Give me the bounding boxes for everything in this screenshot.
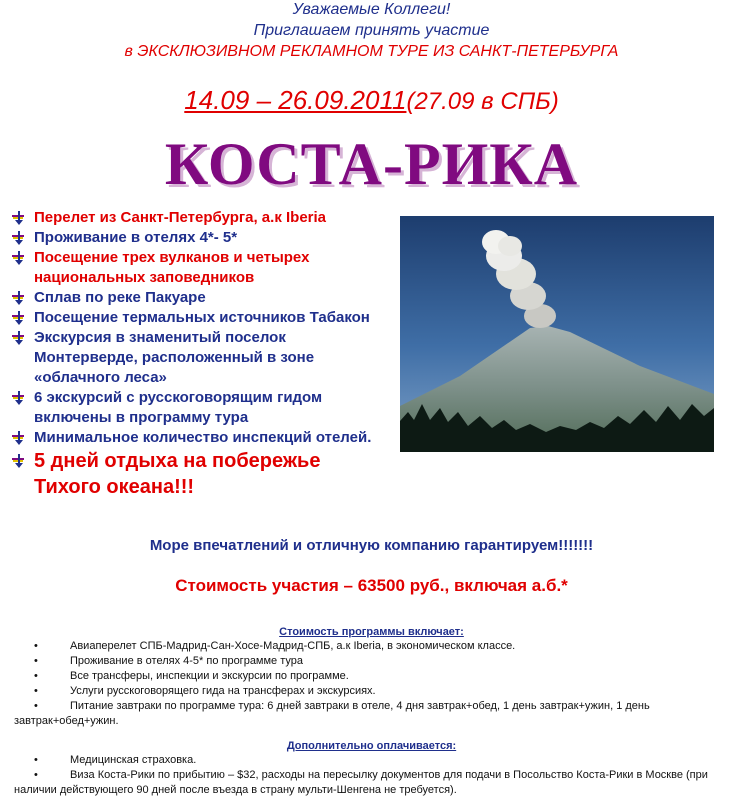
list-item: • Авиаперелет СПБ-Мадрид-Сан-Хосе-Мадрид-СПБ, а.к Iberia, в экономическом классе. xyxy=(14,639,738,654)
volcano-photo xyxy=(400,216,714,452)
list-item: • Виза Коста-Рики по прибытию – $32, расходы на пересылку документов для подачи в Посольство Коста-Рики в Москве (при наличии действующего 90 дней после въезда в страну мульти-Шенгена не требуется). xyxy=(14,768,738,798)
greeting-line: Уважаемые Коллеги! xyxy=(292,1,451,18)
feature-item: 6 экскурсий с русскоговорящим гидом включены в программу тура xyxy=(12,388,392,428)
feature-list xyxy=(12,208,392,500)
dates-range: 14.09 – 26.09.2011 xyxy=(184,85,407,115)
included-heading: Стоимость программы включает: xyxy=(279,626,464,638)
list-item: • Питание завтраки по программе тура: 6 дней завтраки в отеле, 4 дня завтрак+обед, 1 день завтрак+ужин, 1 день завтрак+обед+ужин. xyxy=(14,699,738,729)
dates-note: (27.09 в СПБ) xyxy=(406,88,559,115)
pin-down-arrow-icon xyxy=(12,291,26,305)
feature-item: Проживание в отелях 4*- 5* xyxy=(12,228,392,248)
feature-item: Минимальное количество инспекций отелей. xyxy=(12,428,392,448)
feature-item: Сплав по реке Пакуаре xyxy=(12,288,392,308)
slogan: Море впечатлений и отличную компанию гарантируем!!!!!!! xyxy=(149,537,594,554)
feature-item: Экскурсия в знаменитый поселок Монтерверде, расположенный в зоне «облачного леса» xyxy=(12,328,392,388)
feature-item: Перелет из Санкт-Петербурга, а.к Iberia xyxy=(12,208,392,228)
pin-down-arrow-icon xyxy=(12,311,26,325)
pin-down-arrow-icon xyxy=(12,331,26,345)
price-line: Стоимость участия – 63500 руб., включая а.б.* xyxy=(175,576,568,595)
tour-dates xyxy=(0,84,743,118)
tour-line: в ЭКСКЛЮЗИВНОМ РЕКЛАМНОМ ТУРЕ ИЗ САНКТ-ПЕТЕРБУРГА xyxy=(124,43,619,60)
pin-down-arrow-icon xyxy=(12,231,26,245)
feature-item: Посещение трех вулканов и четырех национальных заповедников xyxy=(12,248,392,288)
invite-line: Приглашаем принять участие xyxy=(253,22,490,39)
list-item: • Все трансферы, инспекции и экскурсии по программе. xyxy=(14,669,738,684)
pin-down-arrow-icon xyxy=(12,211,26,225)
list-item: • Услуги русскоговорящего гида на трансферах и экскурсиях. xyxy=(14,684,738,699)
pin-down-arrow-icon xyxy=(12,454,26,468)
pin-down-arrow-icon xyxy=(12,431,26,445)
pin-down-arrow-icon xyxy=(12,391,26,405)
list-item: • Проживание в отелях 4-5* по программе тура xyxy=(14,654,738,669)
extra-heading: Дополнительно оплачивается: xyxy=(286,740,457,752)
feature-item: Посещение термальных источников Табакон xyxy=(12,308,392,328)
included-list xyxy=(14,639,738,729)
list-item: • Медицинская страховка. xyxy=(14,753,738,768)
feature-item-highlight: 5 дней отдыха на побережье Тихого океана!!! xyxy=(12,448,392,500)
country-title: КОСТА-РИКА xyxy=(164,131,579,197)
extra-list xyxy=(14,753,738,798)
pin-down-arrow-icon xyxy=(12,251,26,265)
